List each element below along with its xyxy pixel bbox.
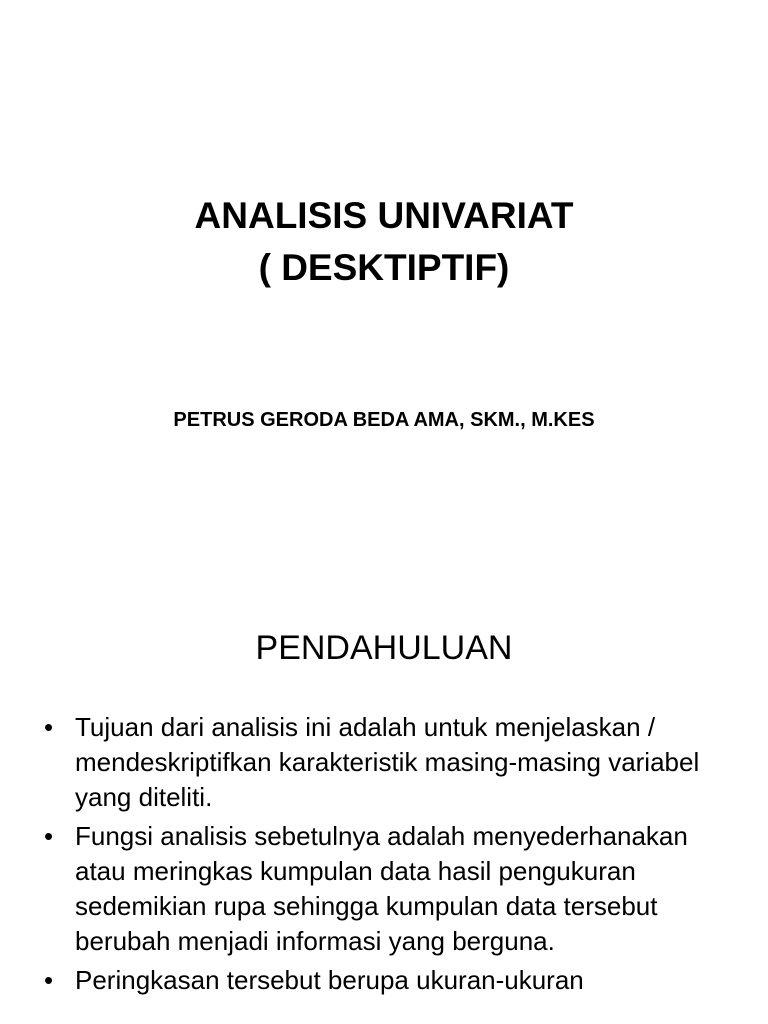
- bullet-text: Tujuan dari analisis ini adalah untuk menjelaskan / mendeskriptifkan karakteristik masing-masing variabel yang diteliti.: [75, 712, 700, 812]
- slide-title: [0, 190, 768, 294]
- author-name: PETRUS GERODA BEDA AMA, SKM., M.KES: [173, 409, 595, 431]
- bullet-item: [44, 819, 724, 959]
- bullet-text: Fungsi analisis sebetulnya adalah menyederhanakan atau meringkas kumpulan data hasil pengukuran sedemikian rupa sehingga kumpulan data tersebut berubah menjadi informasi yang berguna.: [75, 821, 688, 956]
- bullet-item: [44, 963, 724, 998]
- slide-title-line-2: ( DESKTIPTIF): [258, 247, 510, 288]
- slide-heading: PENDAHULUAN: [255, 629, 513, 667]
- bullet-icon: •: [44, 712, 54, 742]
- bullet-item: [44, 710, 724, 815]
- bullet-list: [44, 710, 724, 1002]
- bullet-text: Peringkasan tersebut berupa ukuran-ukuran: [75, 965, 584, 995]
- content-slide: [0, 576, 768, 1024]
- bullet-icon: •: [44, 821, 54, 851]
- slide-title-line-1: ANALISIS UNIVARIAT: [194, 195, 574, 236]
- bullet-icon: •: [44, 965, 54, 995]
